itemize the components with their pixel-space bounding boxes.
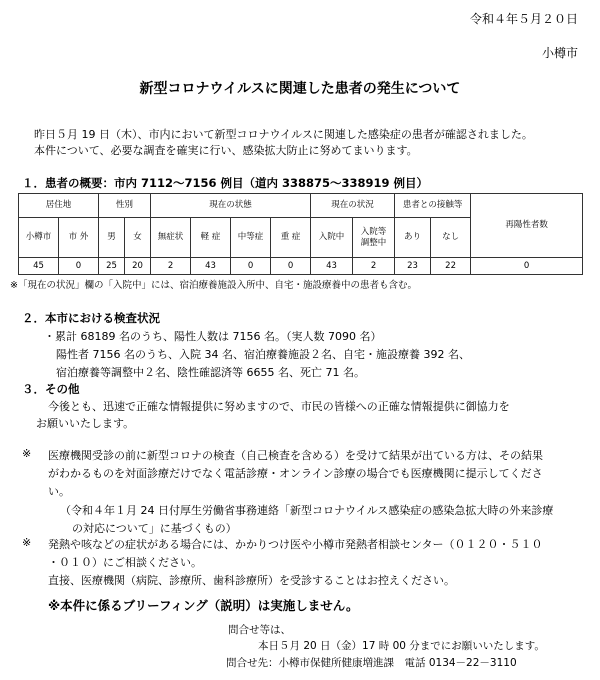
intro-line-2: 本件について、必要な調査を確実に行い、感染拡大防止に努めてまいります。 (34, 144, 418, 157)
value-contact-yes: 23 (395, 258, 431, 275)
table-row (19, 258, 583, 275)
intro-line-1: 昨日５月 19 日（木）、市内において新型コロナウイルスに関連した感染症の患者が確認されました。 (34, 128, 533, 141)
header-gender: 性別 (99, 194, 151, 218)
test-status-line-1: ・累計 68189 名のうち、陽性人数は 7156 名。（実人数 7090 名） (44, 330, 382, 343)
col-moderate: 中等症 (231, 218, 271, 258)
note1-line-2: がわかるものを対面診療だけでなく電話診療・オンライン診療の場合でも医療機関に提示してくださ (48, 467, 543, 480)
note1-ref-line-2: の対応について」に基づくもの） (72, 522, 237, 535)
col-contact-yes: あり (395, 218, 431, 258)
note2-line-2: ・０１０）にご相談ください。 (48, 556, 202, 569)
col-severe: 重 症 (271, 218, 311, 258)
header-contact: 患者との接触等 (395, 194, 471, 218)
section1-heading: １．患者の概要：市内 7112～7156 例目（道内 338875～338919 例目） (22, 176, 429, 190)
col-contact-no: なし (431, 218, 471, 258)
value-severe: 0 (271, 258, 311, 275)
document-date: 令和４年５月２０日 (469, 12, 578, 26)
value-mild: 43 (191, 258, 231, 275)
test-status-line-3: 宿泊療養等調整中２名、陰性確認済等 6655 名、死亡 71 名。 (56, 366, 365, 379)
col-asymptomatic: 無症状 (151, 218, 191, 258)
document-title: 新型コロナウイルスに関連した患者の発生について (139, 81, 461, 97)
value-asymptomatic: 2 (151, 258, 191, 275)
note1-line-1: 医療機関受診の前に新型コロナの検査（自己検査を含める）を受けて結果が出ている方は、その結果 (48, 449, 543, 462)
note2-mark: ※ (22, 536, 32, 549)
note2-line-1: 発熱や咳などの症状がある場合には、かかりつけ医や小樽市発熱者相談センター（０１２０・５１０ (48, 538, 543, 551)
col-outside: 市 外 (59, 218, 99, 258)
header-condition: 現在の状態 (151, 194, 311, 218)
note2-line-3: 直接、医療機関（病院、診療所、歯科診療所）を受診することはお控えください。 (48, 574, 455, 587)
note1-line-3: い。 (48, 485, 70, 498)
col-hospitalized: 入院中 (311, 218, 353, 258)
section2-heading: ２．本市における検査状況 (22, 311, 160, 325)
contact-label: 問合せ等は、 (228, 624, 291, 636)
col-adjusting: 入院等 調整中 (353, 218, 395, 258)
note1-mark: ※ (22, 447, 32, 460)
table-footnote: ※「現在の状況」欄の「入院中」には、宿泊療養施設入所中、自宅・施設療養中の患者も含む。 (10, 280, 417, 291)
note1-ref-line-1: （令和４年１月 24 日付厚生労働省事務連絡「新型コロナウイルス感染症の感染急拡大時の外来診療 (60, 504, 554, 517)
value-otaru: 45 (19, 258, 59, 275)
case-summary-table (18, 193, 583, 275)
value-moderate: 0 (231, 258, 271, 275)
col-female: 女 (125, 218, 151, 258)
value-contact-no: 22 (431, 258, 471, 275)
col-male: 男 (99, 218, 125, 258)
briefing-notice: ※本件に係るブリーフィング（説明）は実施しません。 (48, 598, 359, 613)
contact-department: 問合せ先：小樽市保健所健康増進課 電話 0134－22－3110 (226, 657, 517, 669)
section3-heading: ３．その他 (22, 382, 80, 396)
value-hospitalized: 43 (311, 258, 353, 275)
value-male: 25 (99, 258, 125, 275)
issuer-city: 小樽市 (541, 46, 578, 60)
col-otaru: 小樽市 (19, 218, 59, 258)
col-mild: 軽 症 (191, 218, 231, 258)
header-reinfection: 再陽性者数 (471, 194, 583, 258)
header-status: 現在の状況 (311, 194, 395, 218)
table-group-header-row (19, 194, 583, 218)
value-adjusting: 2 (353, 258, 395, 275)
other-line-1: 今後とも、迅速で正確な情報提供に努めますので、市民の皆様への正確な情報提供に御協力を (48, 400, 510, 413)
other-line-2: お願いいたします。 (36, 417, 135, 430)
header-residence: 居住地 (19, 194, 99, 218)
value-reinfection: 0 (471, 258, 583, 275)
value-outside: 0 (59, 258, 99, 275)
contact-deadline: 本日５月 20 日（金）17 時 00 分までにお願いいたします。 (258, 640, 545, 652)
test-status-line-2: 陽性者 7156 名のうち、入院 34 名、宿泊療養施設２名、自宅・施設療養 392 名、 (56, 348, 470, 361)
value-female: 20 (125, 258, 151, 275)
